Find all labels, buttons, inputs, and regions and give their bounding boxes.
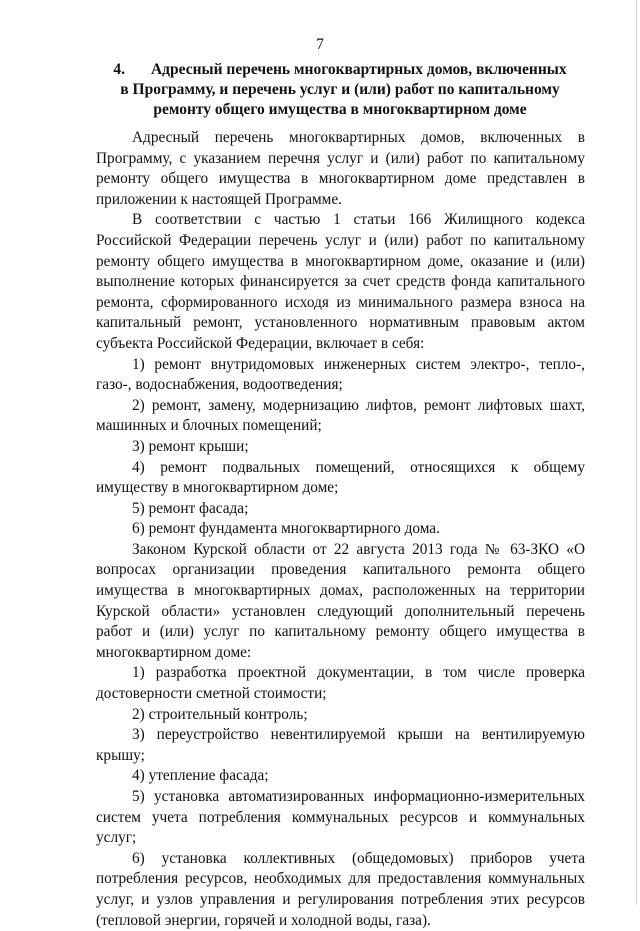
paragraph: Адресный перечень многоквартирных домов, включенных в Программу, с указанием перечня услуг и (или) работ по капитальному ремонту общего имущества в многоквартирном доме представлен в приложении к настоящей Программе. xyxy=(96,129,585,208)
heading-text-1: Адресный перечень многоквартирных домов, включенных xyxy=(150,61,567,78)
list-item: 1) разработка проектной документации, в том числе проверка достоверности сметной стоимости; xyxy=(96,664,585,703)
list-item: 6) ремонт фундамента многоквартирного дома. xyxy=(132,520,440,538)
list-item: 1) ремонт внутридомовых инженерных систем электро-, тепло-, газо-, водоснабжения, водоотведения; xyxy=(96,355,585,394)
paragraph: Законом Курской области от 22 августа 2013 года № 63-ЗКО «О вопросах организации проведения капитального ремонта общего имущества в многоквартирных домах, расположенных на территории Курской области» установлен следующий дополнительный перечень работ и (или) услуг по капитальному ремонту общего имущества в многоквартирном доме: xyxy=(96,540,585,661)
list-item: 6) установка коллективных (общедомовых) приборов учета потребления ресурсов, необходимых для предоставления коммунальных услуг, и узлов управления и регулирования потребления этих ресурсов (тепловой энергии, горячей и холодной воды, газа). xyxy=(96,849,585,929)
list-item: 2) ремонт, замену, модернизацию лифтов, ремонт лифтовых шахт, машинных и блочных помещений; xyxy=(96,396,585,435)
section-heading xyxy=(96,60,584,120)
heading-line-3: ремонту общего имущества в многоквартирном доме xyxy=(153,101,527,118)
list-item: 3) переустройство невентилируемой крыши на вентилируемую крышу; xyxy=(96,726,585,764)
list-item: 3) ремонт крыши; xyxy=(132,437,249,455)
page-number: 7 xyxy=(316,36,324,53)
heading-line-2: в Программу, и перечень услуг и (или) работ по капитальному xyxy=(120,81,560,98)
scan-edge-line xyxy=(636,0,637,905)
list-item: 5) установка автоматизированных информационно-измерительных систем учета потребления коммунальных ресурсов и коммунальных услуг; xyxy=(96,788,585,847)
list-item: 4) ремонт подвальных помещений, относящихся к общему имуществу в многоквартирном доме; xyxy=(96,458,585,497)
list-item: 2) строительный контроль; xyxy=(132,705,308,723)
list-item: 4) утепление фасада; xyxy=(132,767,269,785)
heading-line-1 xyxy=(96,60,584,80)
list-item: 5) ремонт фасада; xyxy=(132,499,249,517)
section-number: 4. xyxy=(113,61,125,78)
document-body xyxy=(96,128,585,931)
paragraph: В соответствии с частью 1 статьи 166 Жилищного кодекса Российской Федерации перечень услуг и (или) работ по капитальному ремонту общего имущества в многоквартирном доме, оказание и (или) выполнение которых финансируется за счет средств фонда капитального ремонта, сформированного исходя из минимального размера взноса на капитальный ремонт, установленного нормативным правовым актом субъекта Российской Федерации, включает в себя: xyxy=(96,211,585,352)
